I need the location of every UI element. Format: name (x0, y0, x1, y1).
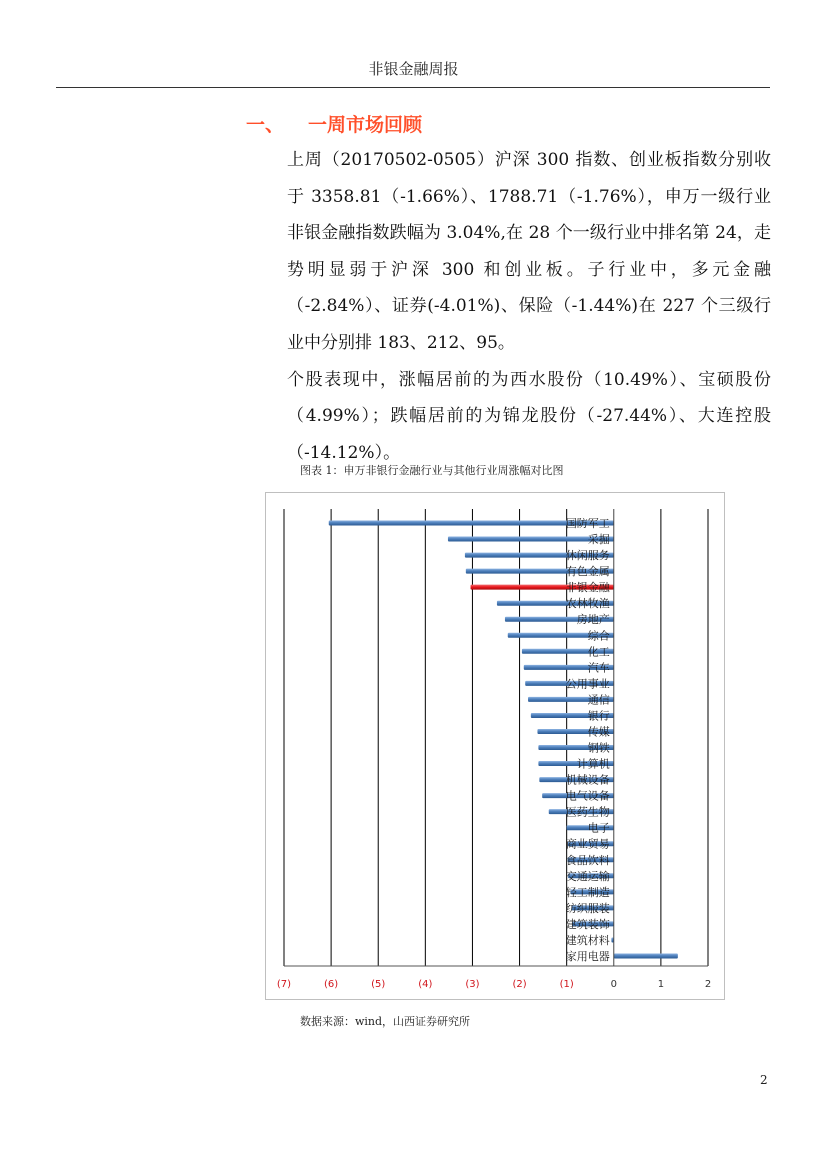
category-label: 采掘 (587, 533, 610, 547)
paragraph-market-review: 上周（20170502-0505）沪深 300 指数、创业板指数分别收于 3358.81（-1.66%）、1788.71（-1.76%），申万一级行业非银金融指数跌幅为 3.04%,在 28 个一级行业中排名第 24，走势明显弱于沪深 300 和创业板。子行业中，多元金融（-2.84%）、证券(-4.01%)、保险（-1.44%)在 227 个三级行业中分别排 183、212、95。 (287, 150, 771, 353)
section-number: 一、 (246, 114, 285, 136)
chart-canvas (266, 493, 724, 999)
category-label: 家用电器 (565, 949, 610, 963)
paragraph-stock-performance: 个股表现中，涨幅居前的为西水股份（10.49%）、宝硕股份（4.99%）；跌幅居前的为锦龙股份（-27.44%）、大连控股（-14.12%）。 (287, 369, 771, 463)
category-label: 电子 (587, 821, 610, 835)
category-label: 医药生物 (565, 805, 610, 819)
x-tick-label: (7) (276, 979, 292, 990)
section-title: 一周市场回顾 (308, 114, 423, 136)
category-label: 汽车 (587, 661, 610, 675)
category-label: 非银金融 (565, 581, 610, 595)
category-label: 化工 (587, 645, 610, 659)
x-tick-label: (6) (324, 979, 339, 990)
figure-caption: 图表 1：申万非银行金融行业与其他行业周涨幅对比图 (300, 464, 564, 477)
category-label: 钢铁 (587, 741, 610, 755)
x-tick-label: (5) (371, 979, 386, 990)
category-label: 国防军工 (565, 517, 610, 531)
category-label: 通信 (587, 693, 610, 707)
bar (614, 953, 678, 958)
category-label: 机械设备 (565, 773, 610, 787)
x-tick-label: 1 (657, 979, 665, 990)
x-tick-label: (1) (559, 979, 574, 990)
category-label: 纺织服装 (565, 901, 610, 915)
category-label: 休闲服务 (565, 549, 610, 563)
body-text (287, 142, 771, 471)
x-tick-label: 2 (704, 979, 712, 990)
category-label: 综合 (587, 629, 610, 643)
category-label: 计算机 (576, 757, 610, 771)
category-label: 建筑装饰 (565, 917, 610, 931)
category-label: 电气设备 (565, 789, 610, 803)
data-source-note: 数据来源：wind，山西证券研究所 (300, 1015, 471, 1028)
x-tick-label: (3) (465, 979, 480, 990)
x-tick-label: 0 (610, 979, 617, 990)
category-label: 交通运输 (565, 869, 610, 883)
category-label: 建筑材料 (565, 933, 610, 947)
category-label: 商业贸易 (565, 837, 610, 851)
page-number: 2 (760, 1073, 768, 1087)
x-tick-label: (2) (512, 979, 527, 990)
header-divider (56, 87, 770, 88)
section-heading (246, 110, 422, 137)
category-label: 传媒 (587, 725, 610, 739)
header-title: 非银金融周报 (368, 60, 459, 78)
industry-weekly-return-chart (265, 492, 725, 1000)
category-label: 轻工制造 (565, 885, 610, 899)
category-label: 农林牧渔 (565, 597, 610, 611)
category-label: 有色金属 (565, 565, 610, 579)
category-label: 公用事业 (565, 677, 610, 691)
category-label: 食品饮料 (565, 853, 610, 867)
category-label: 银行 (587, 709, 610, 723)
x-tick-label: (4) (418, 979, 433, 990)
category-label: 房地产 (576, 613, 610, 627)
